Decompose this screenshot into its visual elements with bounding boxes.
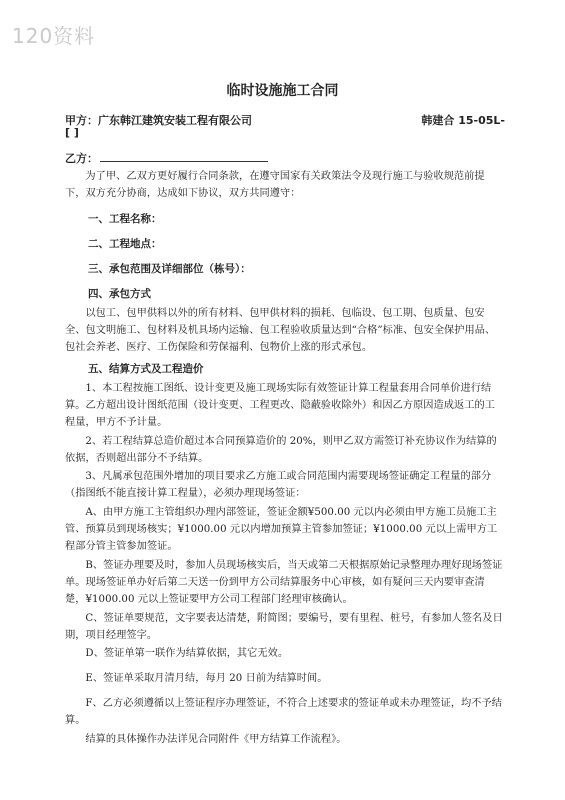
party-b-row <box>65 150 268 166</box>
section-scope: 三、承包范围及详细部位（栋号）： <box>88 263 251 275</box>
party-a-row <box>65 112 505 128</box>
settlement-clause-3: 3、凡属承包范围外增加的项目要求乙方施工或合同范围内需要现场签证确定工程量的部分（指图纸不能直接计算工程量），必须办理现场签证： <box>65 471 492 499</box>
section-project-name: 一、工程名称： <box>88 213 162 225</box>
settlement-clause-2: 2、若工程结算总造价超过本合同预算造价的 20%，则甲乙双方需签订补充协议作为结算的依据，否则超出部分不予结算。 <box>65 436 497 464</box>
party-b-blank-line <box>100 151 268 162</box>
clause-f: F、乙方必须遵循以上签证程序办理签证，不符合上述要求的签证单或未办理签证，均不予结算。 <box>65 698 503 726</box>
clause-b: B、签证办理要及时，参加人员现场核实后，当天或第二天根据原始记录整理办理好现场签证单。现场签证单办好后第二天送一份到甲方公司结算服务中心审核，如有疑问三天内要审查清楚，¥1000.00 元以上签证要甲方公司工程部门经理审核确认。 <box>65 560 503 605</box>
watermark: 120资料 <box>12 24 96 48</box>
clause-d: D、签证单第一联作为结算依据，其它无效。 <box>85 648 289 659</box>
contract-mode-paragraph: 以包工、包甲供料以外的所有材料、包甲供材料的损耗、包临设、包工期、包质量、包安全、包文明施工、包材料及机具场内运输、包工程验收质量达到“合格”标准、包安全保护用品、包社会养老、医疗、工伤保险和劳保福利、包物价上涨的形式承包。 <box>65 308 496 353</box>
settlement-clause-1: 1、本工程按施工图纸、设计变更及施工现场实际有效签证计算工程量套用合同单价进行结算。乙方超出设计图纸范围（设计变更、工程更改、隐蔽验收除外）和因乙方原因造成返工的工程量，甲方不予计量。 <box>65 383 495 428</box>
party-a: 甲方：广东韩江建筑安装工程有限公司 <box>65 114 252 127</box>
clause-e: E、签证单采取月清月结，每月 20 日前为结算时间。 <box>85 673 328 684</box>
clause-a: A、由甲方施工主管组织办理内部签证，签证金额¥500.00 元以内必须由甲方施工员施工主管、预算员到现场核实；¥1000.00 元以内增加预算主管参加签证；¥1000.00 元以上需甲方工程部分管主管参加签证。 <box>65 507 498 552</box>
section-settlement: 五、结算方式及工程造价 <box>88 363 204 375</box>
contract-code-bracket: [ ] <box>65 126 79 139</box>
section-contract-mode: 四、承包方式 <box>88 288 151 300</box>
section-project-location: 二、工程地点： <box>88 238 162 250</box>
final-paragraph: 结算的具体操作办法详见合同附件《甲方结算工作流程》。 <box>85 734 347 745</box>
page-title: 临时设施施工合同 <box>226 83 339 99</box>
intro-paragraph: 为了甲、乙双方更好履行合同条款，在遵守国家有关政策法令及现行施工与验收规范前提下，双方充分协商，达成如下协议，双方共同遵守： <box>65 171 485 199</box>
clause-c: C、签证单要规范，文字要表达清楚，附简图；要编号，要有里程、桩号，有参加人签名及日期，项目经理签字。 <box>65 613 503 641</box>
party-b-label: 乙方： <box>65 152 98 165</box>
contract-code: 韩建合 15-05L- <box>421 114 505 127</box>
